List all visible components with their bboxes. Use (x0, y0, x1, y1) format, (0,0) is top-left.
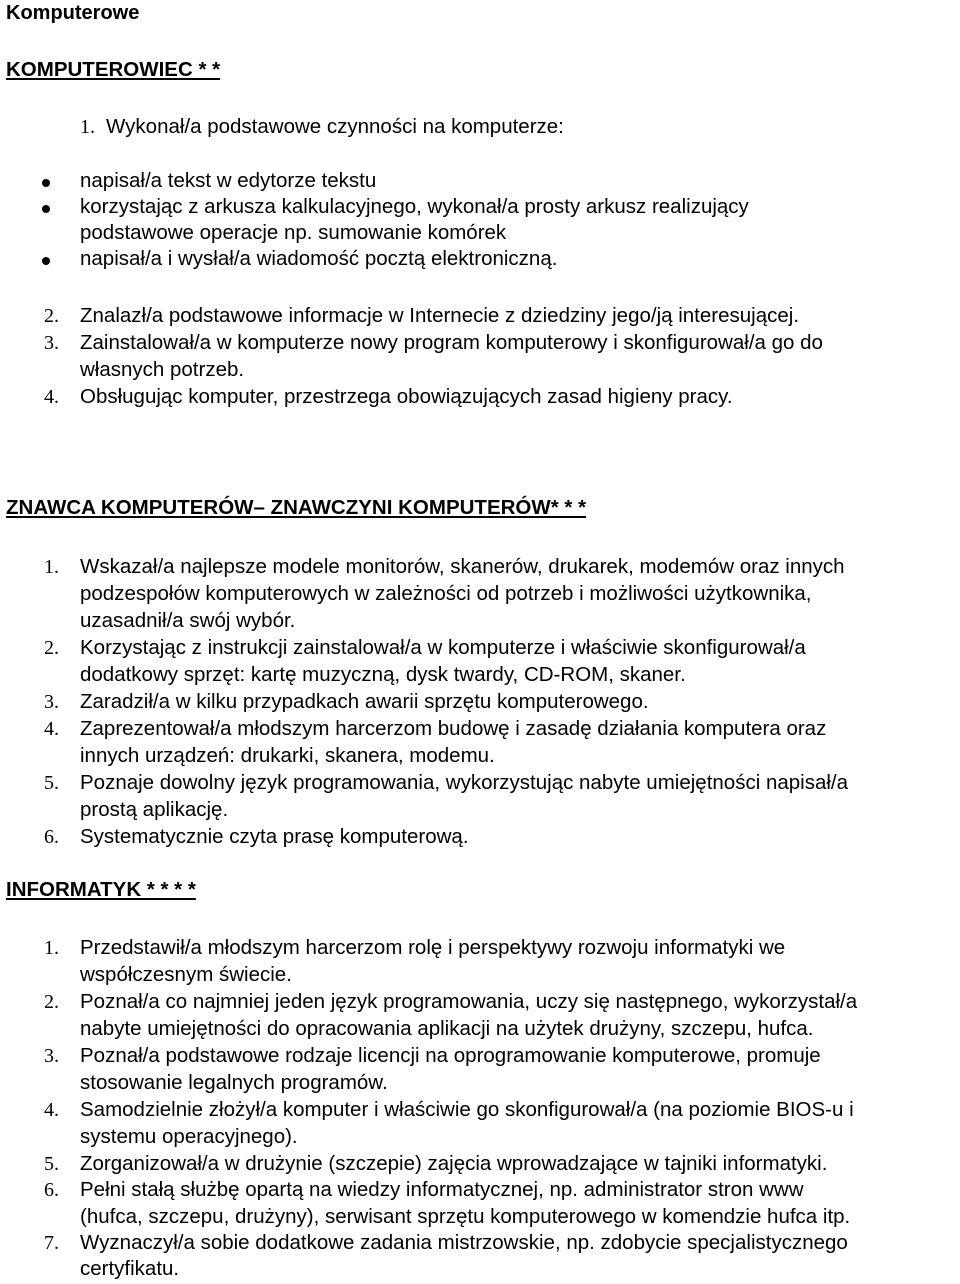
list-item-continuation: prostą aplikację. (80, 798, 229, 821)
list-number: 6. (44, 826, 59, 848)
bullet-item: korzystając z arkusza kalkulacyjnego, wykonał/a prosty arkusz realizujący (80, 195, 749, 218)
list-item: Poznaje dowolny język programowania, wykorzystując nabyte umiejętności napisał/a (80, 771, 848, 794)
list-number: 5. (44, 772, 59, 794)
section-heading-znawca: ZNAWCA KOMPUTERÓW– ZNAWCZYNI KOMPUTERÓW* * * (6, 496, 587, 519)
bullet-item: napisał/a i wysłał/a wiadomość pocztą elektroniczną. (80, 247, 558, 270)
section-heading-informatyk: INFORMATYK * * * * (6, 878, 196, 901)
list-number: 6. (44, 1179, 59, 1201)
bullet-icon (42, 179, 50, 187)
list-item: Przedstawił/a młodszym harcerzom rolę i perspektywy rozwoju informatyki we (80, 936, 786, 959)
list-number: 3. (44, 1045, 59, 1067)
document-title: Komputerowe (6, 2, 140, 24)
bullet-icon (42, 205, 50, 213)
section-heading-komputerowiec: KOMPUTEROWIEC * * (6, 58, 221, 81)
intro-number: 1. (80, 116, 95, 138)
list-item-continuation: nabyte umiejętności do opracowania aplikacji na użytek drużyny, szczepu, hufca. (80, 1017, 814, 1040)
list-item: Wyznaczył/a sobie dodatkowe zadania mistrzowskie, np. zdobycie specjalistycznego (80, 1231, 848, 1254)
list-number: 1. (44, 556, 59, 578)
list-number: 2. (44, 637, 59, 659)
list-item-continuation: innych urządzeń: drukarki, skanera, modemu. (80, 744, 495, 767)
list-item: Poznał/a co najmniej jeden język programowania, uczy się następnego, wykorzystał/a (80, 990, 858, 1013)
list-item: Poznał/a podstawowe rodzaje licencji na oprogramowanie komputerowe, promuje (80, 1044, 821, 1067)
list-item-continuation: (hufca, szczepu, drużyny), serwisant sprzętu komputerowego w komendzie hufca itp. (80, 1205, 851, 1228)
bullet-icon (42, 257, 50, 265)
list-item-continuation: własnych potrzeb. (80, 358, 245, 381)
bullet-item: napisał/a tekst w edytorze tekstu (80, 169, 377, 192)
list-item: Samodzielnie złożył/a komputer i właściwie go skonfigurował/a (na poziomie BIOS-u i (80, 1098, 854, 1121)
list-item-continuation: systemu operacyjnego). (80, 1125, 298, 1148)
list-item: Wskazał/a najlepsze modele monitorów, skanerów, drukarek, modemów oraz innych (80, 555, 845, 578)
list-number: 1. (44, 937, 59, 959)
list-number: 3. (44, 691, 59, 713)
list-number: 7. (44, 1232, 59, 1254)
list-number: 5. (44, 1153, 59, 1175)
list-item: Korzystając z instrukcji zainstalował/a w komputerze i właściwie skonfigurował/a (80, 636, 806, 659)
list-item: Zaradził/a w kilku przypadkach awarii sprzętu komputerowego. (80, 690, 649, 713)
list-number: 4. (44, 386, 59, 408)
list-item-continuation: podzespołów komputerowych w zależności od potrzeb i możliwości użytkownika, (80, 582, 812, 605)
list-item-continuation: uzasadnił/a swój wybór. (80, 609, 296, 632)
list-item: Pełni stałą służbę opartą na wiedzy informatycznej, np. administrator stron www (80, 1178, 804, 1201)
list-item-continuation: certyfikatu. (80, 1257, 180, 1280)
bullet-item-continuation: podstawowe operacje np. sumowanie komórek (80, 221, 507, 244)
list-item: Obsługując komputer, przestrzega obowiązujących zasad higieny pracy. (80, 385, 733, 408)
list-number: 4. (44, 718, 59, 740)
list-number: 4. (44, 1099, 59, 1121)
list-item: Systematycznie czyta prasę komputerową. (80, 825, 469, 848)
list-number: 3. (44, 332, 59, 354)
list-item-continuation: stosowanie legalnych programów. (80, 1071, 388, 1094)
intro-text: Wykonał/a podstawowe czynności na komputerze: (106, 115, 564, 138)
list-number: 2. (44, 305, 59, 327)
list-item: Zaprezentował/a młodszym harcerzom budowę i zasadę działania komputera oraz (80, 717, 827, 740)
list-item: Znalazł/a podstawowe informacje w Internecie z dziedziny jego/ją interesującej. (80, 304, 800, 327)
list-number: 2. (44, 991, 59, 1013)
list-item: Zorganizował/a w drużynie (szczepie) zajęcia wprowadzające w tajniki informatyki. (80, 1152, 828, 1175)
list-item: Zainstalował/a w komputerze nowy program komputerowy i skonfigurował/a go do (80, 331, 823, 354)
list-item-continuation: dodatkowy sprzęt: kartę muzyczną, dysk twardy, CD-ROM, skaner. (80, 663, 686, 686)
list-item-continuation: współczesnym świecie. (80, 963, 292, 986)
